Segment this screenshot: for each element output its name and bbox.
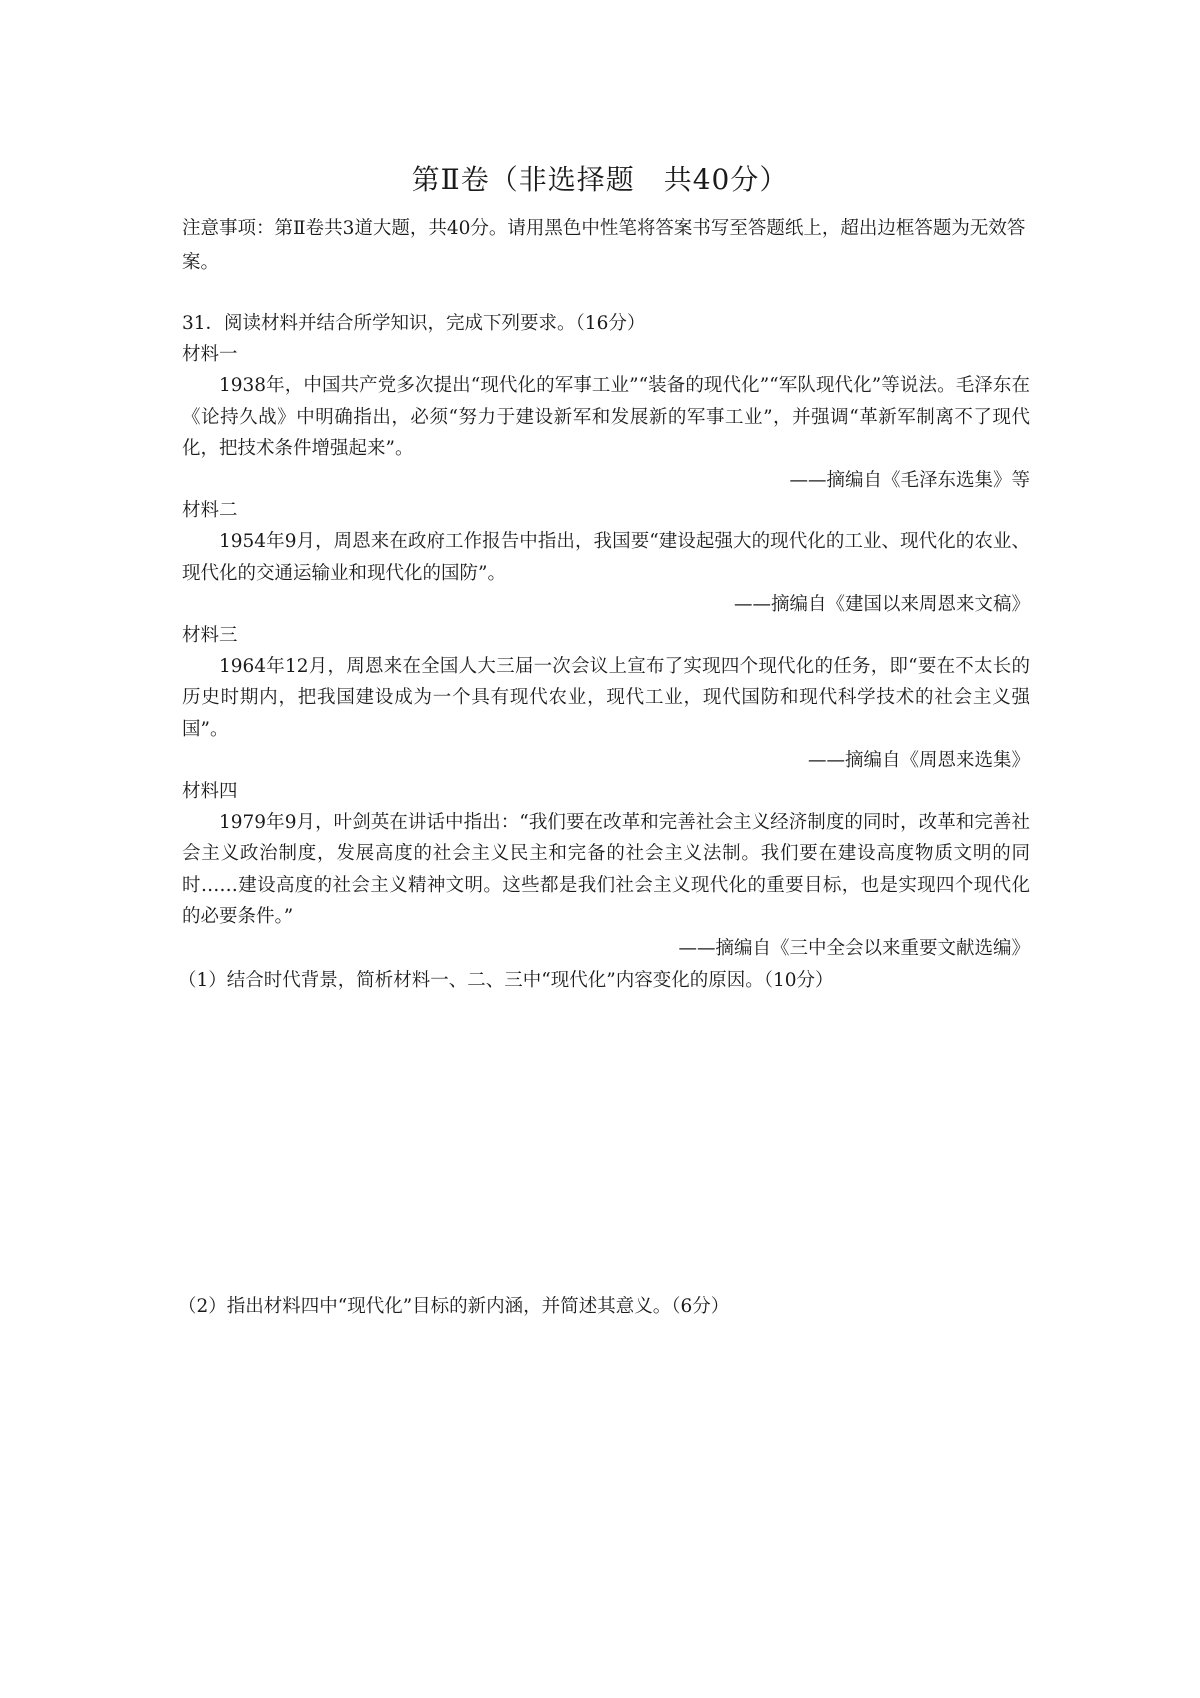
- section-title: 第Ⅱ卷（非选择题 共40分）: [411, 163, 789, 196]
- subquestion-1: （1）结合时代背景，简析材料一、二、三中“现代化”内容变化的原因。（10分）: [178, 970, 834, 991]
- subquestion-2: （2）指出材料四中“现代化”目标的新内涵，并简述其意义。（6分）: [178, 1296, 730, 1317]
- notice-text: 注意事项：第Ⅱ卷共3道大题，共40分。请用黑色中性笔将答案书写至答题纸上，超出边框答题为无效答案。: [182, 218, 1026, 273]
- material-block: [182, 340, 1030, 496]
- material-text: 1938年，中国共产党多次提出“现代化的军事工业”“装备的现代化”“军队现代化”等说法。毛泽东在《论持久战》中明确指出，必须“努力于建设新军和发展新的军事工业”，并强调“革新军制离不了现代化，把技术条件增强起来”。: [182, 375, 1030, 459]
- material-source: ——摘编自《建国以来周恩来文稿》: [733, 594, 1030, 615]
- material-source: ——摘编自《三中全会以来重要文献选编》: [678, 937, 1030, 959]
- material-block: [182, 777, 1030, 965]
- material-text: 1979年9月，叶剑英在讲话中指出：“我们要在改革和完善社会主义经济制度的同时，改革和完善社会主义政治制度，发展高度的社会主义民主和完备的社会主义法制。我们要在建设高度物质文明的同时……建设高度的社会主义精神文明。这些都是我们社会主义现代化的重要目标，也是实现四个现代化的必要条件。”: [182, 811, 1030, 927]
- material-label: 材料一: [182, 344, 238, 365]
- material-label: 材料二: [182, 500, 238, 521]
- material-source: ——摘编自《毛泽东选集》等: [789, 469, 1030, 491]
- question-31: [178, 308, 1030, 998]
- material-block: [182, 496, 1030, 621]
- material-label: 材料四: [182, 780, 238, 802]
- question-header: 31．阅读材料并结合所学知识，完成下列要求。（16分）: [182, 313, 646, 334]
- material-source: ——摘编自《周恩来选集》: [807, 750, 1030, 771]
- material-text: 1954年9月，周恩来在政府工作报告中指出，我国要“建设起强大的现代化的工业、现代化的农业、现代化的交通运输业和现代化的国防”。: [182, 531, 1030, 584]
- material-block: [182, 621, 1030, 777]
- material-text: 1964年12月，周恩来在全国人大三届一次会议上宣布了实现四个现代化的任务，即“要在不太长的历史时期内，把我国建设成为一个具有现代农业，现代工业，现代国防和现代科学技术的社会主义强国”。: [182, 655, 1030, 740]
- material-label: 材料三: [182, 624, 238, 646]
